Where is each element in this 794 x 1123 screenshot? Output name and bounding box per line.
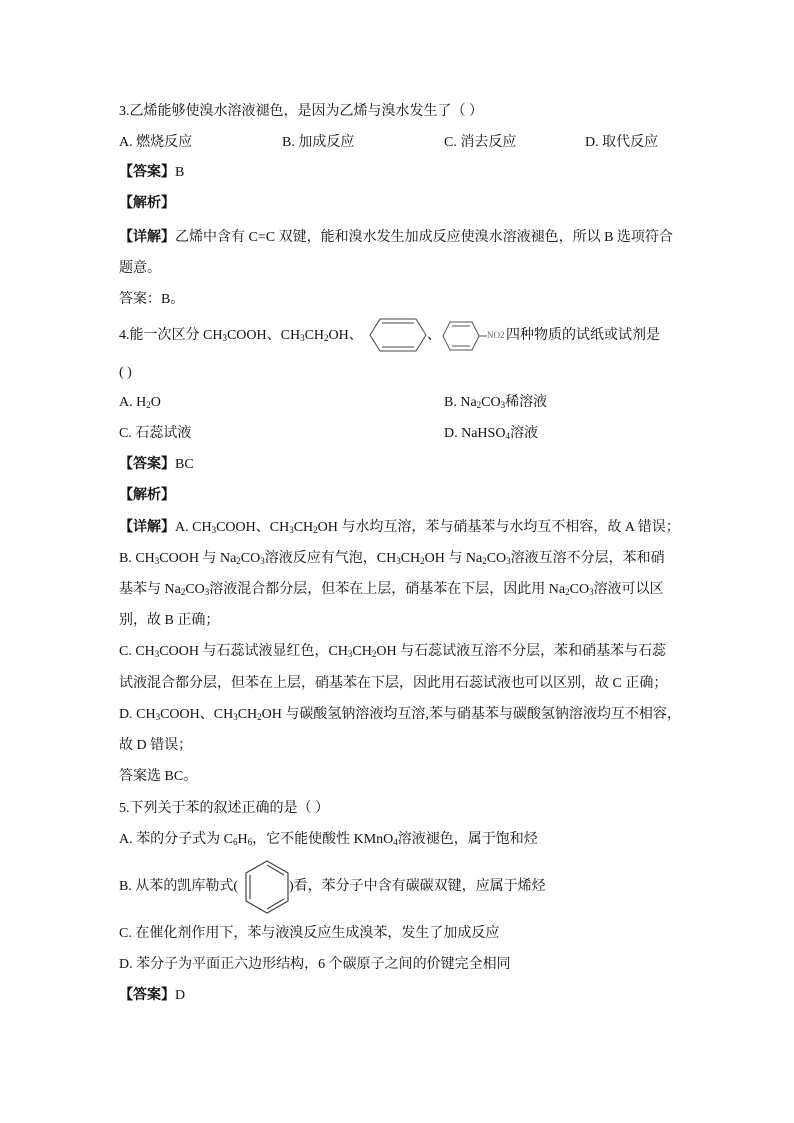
q4-stem	[119, 326, 363, 346]
subscript: 3	[500, 400, 506, 410]
answer-label: 【答案】	[119, 988, 175, 1003]
subscript: 3	[300, 333, 305, 343]
detail-text: 基苯与 Na	[119, 582, 181, 597]
answer-label: 【答案】	[119, 457, 175, 472]
q3-stem: 3.乙烯能够使溴水溶液褪色，是因为乙烯与溴水发生了（ ）	[119, 104, 483, 119]
subscript: 2	[482, 556, 487, 566]
option-text: H	[237, 832, 248, 847]
q4-conclusion: 答案选 BC。	[119, 769, 198, 784]
stem-text: 4.能一次区分 CH	[119, 328, 223, 343]
q5-answer	[119, 986, 185, 1006]
detail-text: CH	[293, 520, 314, 535]
option-text: CO	[481, 395, 501, 410]
subscript: 3	[211, 525, 217, 535]
q3-conclusion: 答案：B。	[119, 292, 185, 307]
answer-value: D	[175, 988, 186, 1003]
q4-detail-line-8: 故 D 错误；	[119, 738, 193, 753]
q3-analysis-label: 【解析】	[119, 196, 175, 211]
subscript: 2	[371, 649, 377, 659]
detail-text: COOH、CH	[216, 520, 290, 535]
subscript: 3	[260, 556, 265, 566]
q4-option-b	[444, 393, 547, 413]
option-text: ，它不能使酸性 KMnO	[252, 832, 394, 847]
q3-detail-line-2: 题意。	[119, 261, 161, 276]
subscript: 4	[505, 431, 510, 441]
q3-option-b: B. 加成反应	[282, 135, 355, 150]
detail-label: 【详解】	[119, 230, 175, 245]
stem-text: CH	[304, 328, 325, 343]
detail-text: CH	[352, 644, 372, 659]
q4-stem-suffix: 四种物质的试纸或试剂是	[506, 328, 660, 343]
answer-value: B	[175, 165, 185, 180]
detail-text: COOH 与石蕊试液显红色，CH	[159, 644, 348, 659]
detail-text: C. CH	[119, 644, 155, 659]
stem-text: COOH、CH	[226, 328, 301, 343]
q4-paren: ( )	[119, 365, 132, 380]
q4-detail-line-2	[119, 549, 665, 569]
subscript: 2	[420, 556, 425, 566]
q4-option-c: C. 石蕊试液	[119, 426, 192, 441]
subscript: 3	[347, 649, 353, 659]
q3-option-a: A. 燃烧反应	[119, 135, 193, 150]
q4-analysis-label: 【解析】	[119, 488, 175, 503]
benzene-structure-icon	[368, 316, 428, 354]
subscript: 3	[289, 525, 294, 535]
q3-detail-line-1	[119, 228, 673, 248]
option-text: A. 苯的分子式为 C	[119, 832, 233, 847]
option-text: 溶液褪色，属于饱和烃	[397, 832, 538, 847]
detail-text: CH	[400, 551, 421, 566]
option-text: 稀溶液	[505, 395, 548, 410]
subscript: 2	[180, 587, 186, 597]
subscript: 2	[257, 712, 262, 722]
answer-label: 【答案】	[119, 165, 175, 180]
subscript: 3	[506, 556, 511, 566]
q4-detail-line-7	[119, 705, 681, 725]
detail-text: COOH 与 Na	[159, 551, 237, 566]
detail-text: CO	[185, 582, 205, 597]
subscript: 3	[589, 587, 594, 597]
detail-text: 溶液互溶不分层，苯和硝	[510, 551, 665, 566]
q4-answer	[119, 455, 194, 475]
subscript: 6	[247, 837, 253, 847]
subscript: 3	[396, 556, 401, 566]
detail-text: 溶液混合都分层，但苯在上层，硝基苯在下层，因此用 Na	[209, 582, 566, 597]
detail-text: COOH、CH	[160, 707, 234, 722]
subscript: 2	[146, 400, 151, 410]
option-text: 溶液	[509, 426, 538, 441]
q5-option-d: D. 苯分子为平面正六边形结构，6 个碳原子之间的价键完全相同	[119, 957, 511, 972]
q5-option-a	[119, 830, 538, 850]
q4-option-a	[119, 393, 161, 413]
q4-separator: 、	[427, 328, 441, 343]
detail-text: B. CH	[119, 551, 155, 566]
q5-option-c: C. 在催化剂作用下，苯与液溴反应生成溴苯，发生了加成反应	[119, 926, 500, 941]
q3-answer	[119, 163, 184, 183]
subscript: 6	[232, 837, 238, 847]
option-text: A. H	[119, 395, 147, 410]
subscript: 3	[154, 556, 160, 566]
subscript: 2	[236, 556, 241, 566]
q4-option-d	[444, 424, 538, 444]
detail-text: 溶液反应有气泡，CH	[264, 551, 397, 566]
detail-text: CO	[569, 582, 590, 597]
detail-text: OH 与水均互溶，苯与硝基苯与水均互不相容，故 A 错误；	[317, 520, 680, 535]
detail-text: CO	[486, 551, 507, 566]
subscript: 4	[393, 837, 398, 847]
q4-detail-line-5	[119, 642, 666, 662]
q5-option-b-prefix: B. 从苯的凯库勒式(	[119, 879, 238, 894]
detail-text: D. CH	[119, 707, 156, 722]
option-text: D. NaHSO	[444, 426, 506, 441]
q5-stem: 5.下列关于苯的叙述正确的是（ ）	[119, 801, 329, 816]
subscript: 3	[222, 333, 227, 343]
detail-text: OH 与石蕊试液互溶不分层，苯和硝基苯与石蕊	[376, 644, 667, 659]
subscript: 3	[155, 712, 161, 722]
detail-text: CH	[237, 707, 258, 722]
subscript: 2	[476, 400, 482, 410]
option-text: B. Na	[444, 395, 477, 410]
q4-detail-line-4: 别，故 B 正确；	[119, 613, 220, 628]
q4-detail-line-6: 试液混合都分层，但苯在上层，硝基苯在下层，因此用石蕊试液也可以区别，故 C 正确；	[119, 676, 668, 691]
kekule-benzene-icon	[244, 859, 290, 915]
option-text: O	[150, 395, 161, 410]
detail-text: 乙烯中含有 C=C 双键，能和溴水发生加成反应使溴水溶液褪色，所以 B 选项符合	[175, 230, 673, 245]
detail-text: CO	[240, 551, 261, 566]
subscript: 3	[204, 587, 210, 597]
answer-value: BC	[175, 457, 194, 472]
q4-detail-line-1	[119, 518, 680, 538]
subscript: 3	[233, 712, 238, 722]
q4-detail-line-3	[119, 580, 664, 600]
subscript: 2	[565, 587, 570, 597]
subscript: 2	[324, 333, 329, 343]
q5-option-b-suffix: )看，苯分子中含有碳碳双键，应属于烯烃	[289, 879, 546, 894]
q3-option-c: C. 消去反应	[444, 135, 517, 150]
detail-text: OH 与碳酸氢钠溶液均互溶,苯与硝基苯与碳酸氢钠溶液均互不相容，	[261, 707, 681, 722]
detail-text: OH 与 Na	[424, 551, 483, 566]
q3-option-d: D. 取代反应	[585, 135, 659, 150]
detail-label: 【详解】	[119, 520, 175, 535]
subscript: 2	[313, 525, 318, 535]
detail-text: 溶液可以区	[593, 582, 664, 597]
nitro-label: NO2	[487, 330, 505, 340]
subscript: 3	[154, 649, 160, 659]
stem-text: OH、	[328, 328, 363, 343]
detail-text: A. CH	[175, 520, 212, 535]
